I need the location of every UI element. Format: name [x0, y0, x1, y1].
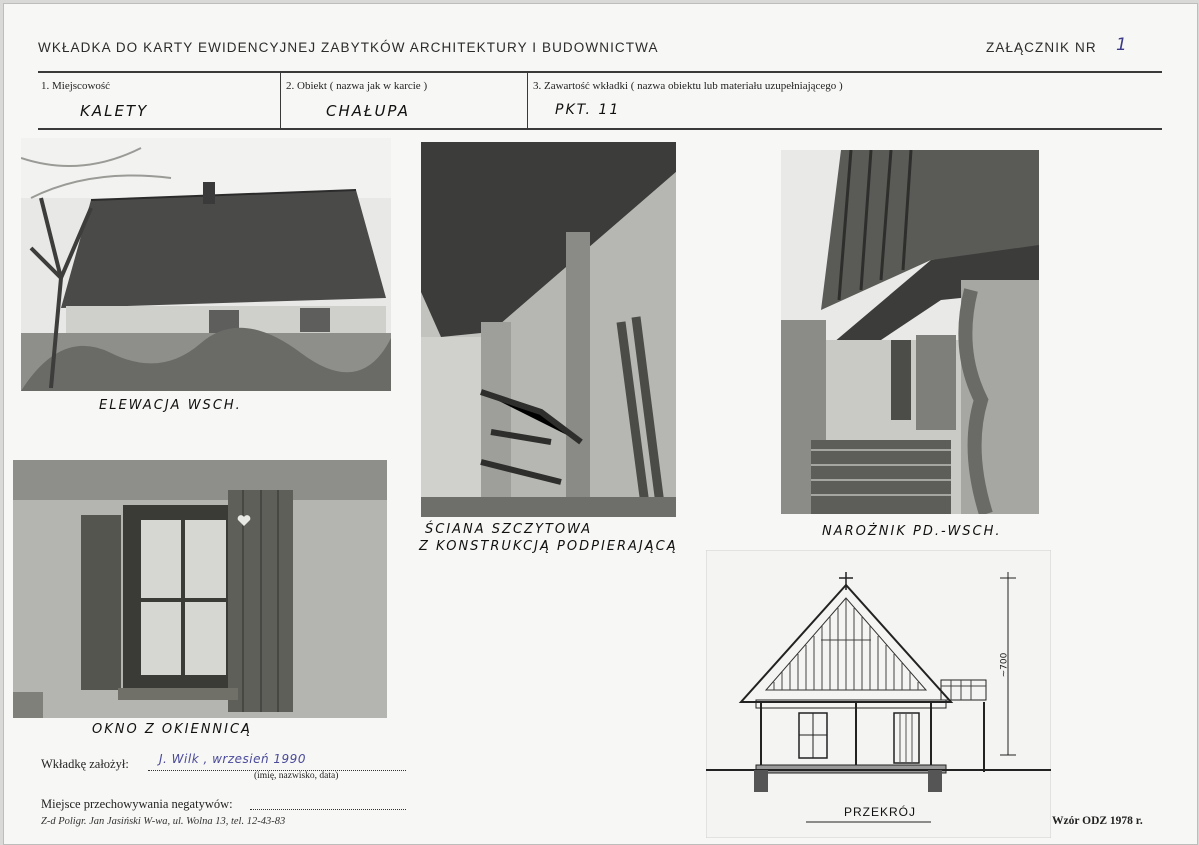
header-rule-top — [38, 71, 1162, 73]
form-model: Wzór ODZ 1978 r. — [1052, 815, 1143, 827]
field-divider-1 — [280, 73, 281, 128]
caption-window-shutter: OKNO Z OKIENNICĄ — [92, 722, 252, 737]
attachment-label: ZAŁĄCZNIK NR — [986, 40, 1097, 55]
photo-east-elevation — [21, 138, 391, 391]
negatives-label: Miejsce przechowywania negatywów: — [41, 797, 233, 811]
locality-value: KALETY — [80, 102, 149, 120]
photo-gable-wall — [421, 142, 676, 517]
created-by-hint: (imię, nazwisko, data) — [254, 771, 339, 781]
content-value: PKT. 11 — [555, 102, 621, 118]
created-by-label: Wkładkę założył: — [41, 757, 129, 771]
object-label: 2. Obiekt ( nazwa jak w karcie ) — [286, 80, 428, 92]
header-rule-bottom — [38, 128, 1162, 130]
printer-imprint: Z-d Poligr. Jan Jasiński W-wa, ul. Wolna 13, tel. 12-43-83 — [41, 816, 286, 827]
caption-se-corner: NAROŻNIK PD.-WSCH. — [822, 524, 1002, 539]
dimension-label: ~700 — [999, 652, 1010, 678]
field-divider-2 — [527, 73, 528, 128]
form-title: WKŁADKA DO KARTY EWIDENCYJNEJ ZABYTKÓW ARCHITEKTURY I BUDOWNICTWA — [38, 40, 659, 55]
drawing-cross-section — [706, 550, 1051, 838]
locality-label: 1. Miejscowość — [41, 80, 111, 92]
negatives-line — [250, 797, 406, 810]
content-label: 3. Zawartość wkładki ( nazwa obiektu lub materiału uzupełniającego ) — [533, 80, 843, 92]
caption-east-elevation: ELEWACJA WSCH. — [99, 398, 242, 413]
record-card — [3, 3, 1198, 845]
caption-gable-wall-1: ŚCIANA SZCZYTOWA — [425, 522, 593, 537]
created-by-value: J. Wilk , wrzesień 1990 — [159, 752, 306, 766]
object-value: CHAŁUPA — [326, 102, 410, 120]
photo-window-shutter — [13, 460, 387, 718]
caption-gable-wall-2: Z KONSTRUKCJĄ PODPIERAJĄCĄ — [419, 539, 678, 554]
drawing-title: PRZEKRÓJ — [844, 805, 917, 819]
photo-se-corner — [781, 150, 1039, 514]
attachment-number: 1 — [1116, 35, 1129, 55]
